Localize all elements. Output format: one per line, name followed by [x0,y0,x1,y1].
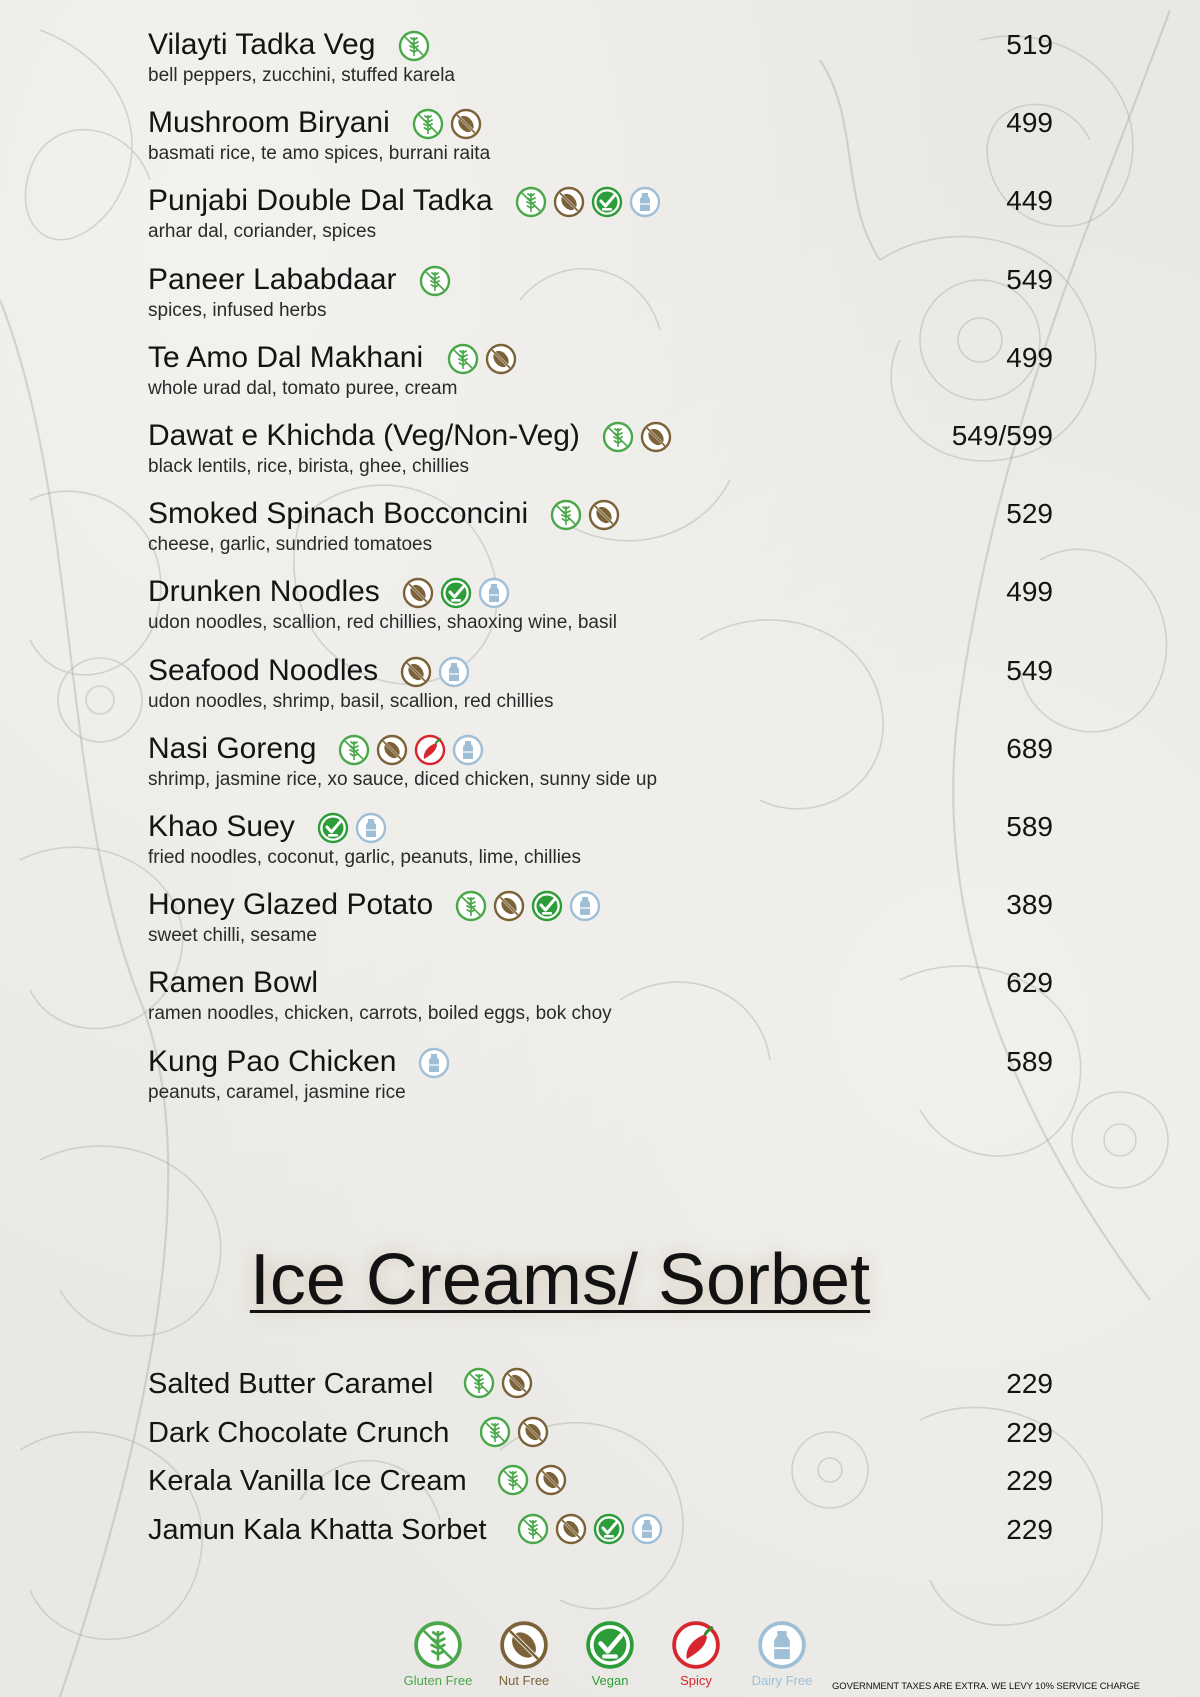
menu-item-name: Dawat e Khichda (Veg/Non-Veg) [148,419,580,452]
nut-free-icon [485,343,517,375]
menu-item [148,575,1053,645]
menu-item-description: fried noodles, coconut, garlic, peanuts, lime, chillies [148,847,582,868]
spicy-icon [671,1620,721,1670]
dairy-free-icon [418,1047,450,1079]
menu-item-description: udon noodles, scallion, red chillies, shaoxing wine, basil [148,612,617,633]
menu-item [148,28,1053,98]
menu-item-price: 499 [1006,576,1053,607]
legend-item [567,1620,653,1689]
menu-item-name: Honey Glazed Potato [148,888,434,921]
gluten-free-icon [447,343,479,375]
dessert-name: Dark Chocolate Crunch [148,1417,450,1449]
section-title: Ice Creams/ Sorbet [249,1240,871,1320]
menu-item-description: shrimp, jasmine rice, xo sauce, diced chicken, sunny side up [148,769,658,790]
dietary-icons [317,812,387,844]
nut-free-icon [588,499,620,531]
dietary-legend [395,1620,825,1689]
menu-item-price: 549 [1006,264,1053,295]
menu-item-price: 689 [1006,733,1053,764]
menu-item-name: Te Amo Dal Makhani [148,341,424,374]
legend-label: Dairy Free [751,1673,813,1688]
nut-free-icon [517,1416,549,1448]
menu-item-name: Punjabi Double Dal Tadka [148,184,493,217]
menu-item-description: sweet chilli, sesame [148,925,317,946]
gluten-free-icon [602,421,634,453]
dietary-icons [455,890,601,922]
menu-item-name: Khao Suey [148,810,295,843]
dessert-price: 229 [1006,1465,1053,1496]
menu-item-price: 549/599 [951,420,1053,451]
menu-item-name: Seafood Noodles [148,654,379,687]
menu-item-name: Paneer Lababdaar [148,263,397,296]
menu-item [148,810,1053,880]
dietary-icons [398,30,430,62]
menu-item [148,888,1053,958]
gluten-free-icon [479,1416,511,1448]
legend-label: Gluten Free [403,1673,473,1688]
legend-label: Nut Free [498,1673,550,1688]
gluten-free-icon [455,890,487,922]
menu-item-description: whole urad dal, tomato puree, cream [148,378,458,399]
dietary-icons [400,656,470,688]
menu-item-price: 589 [1006,811,1053,842]
spicy-icon [414,734,446,766]
dietary-icons [550,499,620,531]
menu-item-price: 389 [1006,889,1053,920]
menu-item-description: bell peppers, zucchini, stuffed karela [148,65,455,86]
gluten-free-icon [515,186,547,218]
legend-item [653,1620,739,1689]
menu-item-name: Smoked Spinach Bocconcini [148,497,529,530]
menu-item-name: Mushroom Biryani [148,106,390,139]
dietary-icons [447,343,517,375]
footer-note: GOVERNMENT TAXES ARE EXTRA. WE LEVY 10% SERVICE CHARGE [832,1681,1140,1692]
vegan-icon [317,812,349,844]
legend-label: Spicy [680,1673,712,1688]
menu-item [148,732,1053,802]
menu-item-description: basmati rice, te amo spices, burrani raita [148,143,491,164]
dairy-free-icon [438,656,470,688]
menu-item-description: spices, infused herbs [148,300,327,321]
vegan-icon [585,1620,635,1670]
menu-item [148,419,1053,489]
menu-item-price: 549 [1006,655,1053,686]
nut-free-icon [493,890,525,922]
nut-free-icon [450,108,482,140]
gluten-free-icon [412,108,444,140]
menu-item-price: 629 [1006,967,1053,998]
dietary-icons [412,108,482,140]
dietary-icons [463,1367,533,1399]
menu-item-name: Nasi Goreng [148,732,317,765]
dessert-item [148,1367,1053,1407]
gluten-free-icon [463,1367,495,1399]
dairy-free-icon [569,890,601,922]
legend-item [739,1620,825,1689]
menu-item-price: 589 [1006,1046,1053,1077]
legend-item [481,1620,567,1689]
menu-item-price: 499 [1006,342,1053,373]
dessert-item [148,1513,1053,1553]
menu-item-price: 519 [1006,29,1053,60]
gluten-free-icon [338,734,370,766]
dietary-icons [515,186,661,218]
dietary-icons [497,1464,567,1496]
menu-item-description: arhar dal, coriander, spices [148,221,377,242]
dairy-free-icon [631,1513,663,1545]
dietary-icons [479,1416,549,1448]
dietary-icons [419,265,451,297]
menu-item-name: Drunken Noodles [148,575,380,608]
menu-item-description: udon noodles, shrimp, basil, scallion, red chillies [148,691,554,712]
dairy-free-icon [355,812,387,844]
dietary-icons [517,1513,663,1545]
dietary-icons [418,1047,450,1079]
menu-item [148,184,1053,254]
menu-item [148,1045,1053,1115]
dessert-item [148,1464,1053,1504]
menu-item-description: cheese, garlic, sundried tomatoes [148,534,433,555]
menu-item [148,497,1053,567]
menu-item [148,106,1053,176]
menu-item [148,966,1053,1036]
gluten-free-icon [517,1513,549,1545]
vegan-icon [593,1513,625,1545]
menu-item-name: Ramen Bowl [148,966,319,999]
menu-item-price: 499 [1006,107,1053,138]
dessert-name: Salted Butter Caramel [148,1368,434,1400]
menu-item-price: 449 [1006,185,1053,216]
dairy-free-icon [629,186,661,218]
dairy-free-icon [452,734,484,766]
gluten-free-icon [497,1464,529,1496]
nut-free-icon [640,421,672,453]
dairy-free-icon [478,577,510,609]
menu-item-description: black lentils, rice, birista, ghee, chillies [148,456,470,477]
nut-free-icon [376,734,408,766]
legend-label: Vegan [591,1673,629,1688]
nut-free-icon [499,1620,549,1670]
dietary-icons [338,734,484,766]
menu-item [148,654,1053,724]
nut-free-icon [553,186,585,218]
vegan-icon [531,890,563,922]
menu-item-description: peanuts, caramel, jasmine rice [148,1082,406,1103]
menu-item-description: ramen noodles, chicken, carrots, boiled eggs, bok choy [148,1003,612,1024]
dietary-icons [402,577,510,609]
dessert-price: 229 [1006,1514,1053,1545]
dessert-price: 229 [1006,1417,1053,1448]
nut-free-icon [501,1367,533,1399]
gluten-free-icon [550,499,582,531]
dietary-icons [602,421,672,453]
menu-item-name: Kung Pao Chicken [148,1045,397,1078]
nut-free-icon [555,1513,587,1545]
dairy-free-icon [757,1620,807,1670]
gluten-free-icon [419,265,451,297]
dessert-price: 229 [1006,1368,1053,1399]
menu-item-name: Vilayti Tadka Veg [148,28,376,61]
vegan-icon [440,577,472,609]
gluten-free-icon [398,30,430,62]
menu-item [148,263,1053,333]
nut-free-icon [535,1464,567,1496]
vegan-icon [591,186,623,218]
dessert-name: Jamun Kala Khatta Sorbet [148,1514,487,1546]
nut-free-icon [400,656,432,688]
dessert-name: Kerala Vanilla Ice Cream [148,1465,467,1497]
nut-free-icon [402,577,434,609]
legend-item [395,1620,481,1689]
menu-item-price: 529 [1006,498,1053,529]
dessert-item [148,1416,1053,1456]
gluten-free-icon [413,1620,463,1670]
menu-item [148,341,1053,411]
